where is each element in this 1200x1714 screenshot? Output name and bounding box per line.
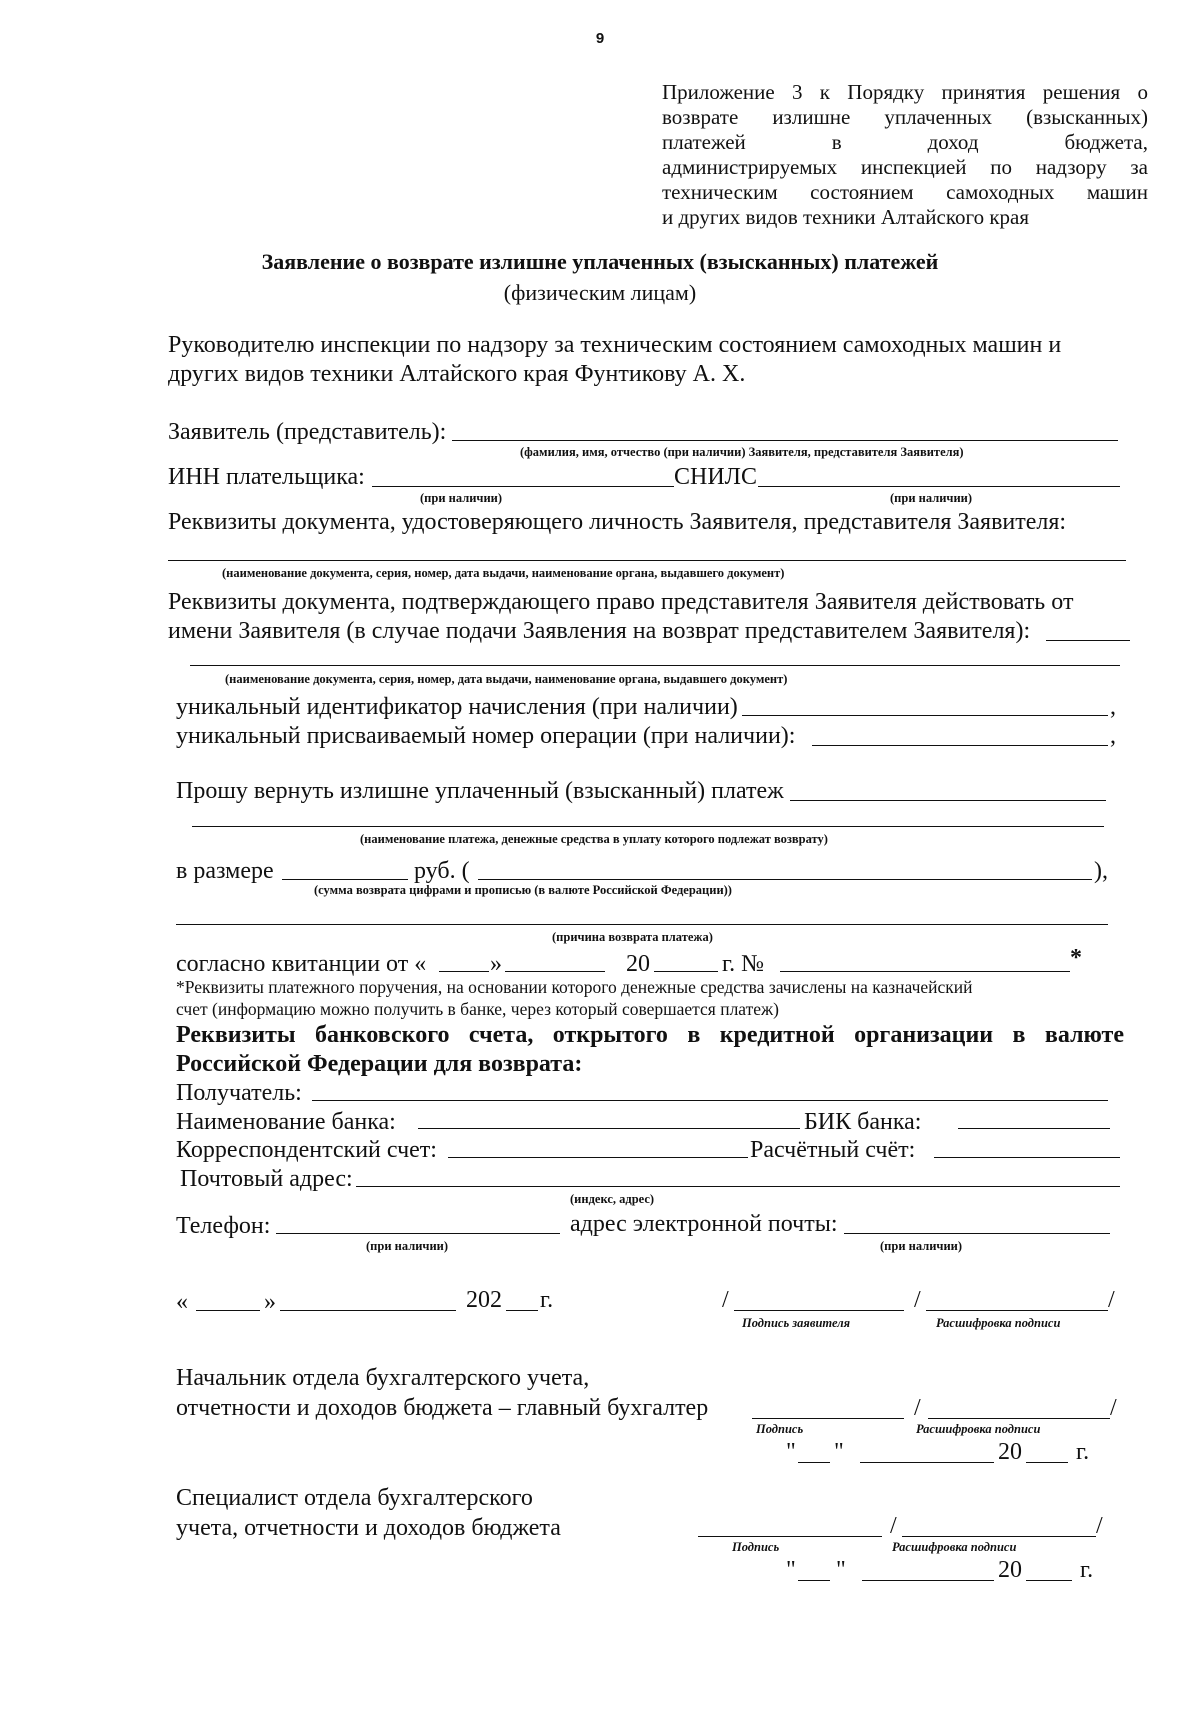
corr-account-label: Корреспондентский счет: [176, 1137, 437, 1163]
email-label: адрес электронной почты: [570, 1211, 838, 1237]
chief-day-field[interactable] [798, 1462, 830, 1463]
specialist-year-field[interactable] [1026, 1580, 1072, 1581]
document-title: Заявление о возврате излишне уплаченных (взысканных) платежей [261, 249, 939, 274]
email-field[interactable] [844, 1233, 1110, 1234]
applicant-hint: (фамилия, имя, отчество (при наличии) Заявителя, представителя Заявителя) [520, 445, 964, 459]
request-field-inline[interactable] [790, 800, 1106, 801]
authority-document-line-2: имени Заявителя (в случае подачи Заявления на возврат представителем Заявителя): [168, 618, 1031, 644]
signature-slash-close: / [1108, 1287, 1115, 1313]
specialist-decoding-field[interactable] [902, 1536, 1096, 1537]
settlement-account-label: Расчётный счёт: [750, 1137, 916, 1163]
phone-field[interactable] [276, 1233, 560, 1234]
specialist-month-field[interactable] [862, 1580, 994, 1581]
authority-document-hint: (наименование документа, серия, номер, дата выдачи, наименование органа, выдавшего документ) [225, 672, 788, 686]
sign-date-year-field[interactable] [506, 1310, 538, 1311]
amount-hint: (сумма возврата цифрами и прописью (в валюте Российской Федерации)) [314, 883, 732, 897]
chief-line-1: Начальник отдела бухгалтерского учета, [176, 1365, 590, 1391]
id-document-field[interactable] [168, 560, 1126, 561]
inn-label: ИНН плательщика: [168, 464, 365, 490]
applicant-label: Заявитель (представитель): [168, 419, 447, 445]
snils-hint: (при наличии) [890, 491, 973, 505]
appendix-line: возврате излишне уплаченных (взысканных) [662, 105, 1148, 129]
settlement-account-field[interactable] [934, 1157, 1120, 1158]
applicant-signature-field[interactable] [734, 1310, 904, 1311]
chief-month-field[interactable] [860, 1462, 994, 1463]
postal-address-hint: (индекс, адрес) [570, 1192, 655, 1206]
authority-document-field-inline[interactable] [1046, 640, 1130, 641]
sign-date-day-field[interactable] [196, 1310, 260, 1311]
chief-year-suffix: г. [1076, 1439, 1090, 1465]
amount-currency: руб. ( [414, 858, 470, 884]
receipt-quote-close: » [490, 951, 502, 977]
request-label: Прошу вернуть излишне уплаченный (взысканный) платеж [176, 778, 784, 804]
corr-account-field[interactable] [448, 1157, 748, 1158]
id-document-hint: (наименование документа, серия, номер, дата выдачи, наименование органа, выдавшего документ) [222, 566, 785, 580]
recipient-label: Получатель: [176, 1080, 302, 1106]
appendix-line: Приложение 3 к Порядку принятия решения о [662, 80, 1148, 104]
bank-name-field[interactable] [418, 1128, 800, 1129]
receipt-year-field[interactable] [654, 971, 718, 972]
specialist-signature-label: Подпись [732, 1540, 780, 1554]
request-hint: (наименование платежа, денежные средства в уплату которого подлежат возврату) [360, 832, 828, 846]
specialist-year: 20 [998, 1557, 1022, 1583]
specialist-quote-close: " [836, 1557, 846, 1583]
authority-document-line-1: Реквизиты документа, подтверждающего право представителя Заявителя действовать от [168, 589, 1074, 615]
inn-hint: (при наличии) [420, 491, 503, 505]
specialist-year-suffix: г. [1080, 1557, 1094, 1583]
specialist-slash-close: / [1096, 1513, 1103, 1539]
document-subtitle: (физическим лицам) [503, 280, 697, 305]
page-number: 9 [595, 30, 605, 47]
footnote-line-2: счет (информацию можно получить в банке, через который совершается платеж) [176, 999, 779, 1019]
specialist-quote-open: " [786, 1557, 796, 1583]
sign-date-close-quote: » [264, 1289, 276, 1315]
uin-field[interactable] [742, 715, 1108, 716]
bank-heading-line-1: Реквизиты банковского счета, открытого в кредитной организации в валюте [176, 1022, 1124, 1048]
snils-field[interactable] [758, 486, 1120, 487]
bank-name-label: Наименование банка: [176, 1109, 396, 1135]
receipt-number-field[interactable] [780, 971, 1070, 972]
chief-year: 20 [998, 1439, 1022, 1465]
operation-number-field[interactable] [812, 745, 1108, 746]
bik-field[interactable] [958, 1128, 1110, 1129]
appendix-line: техническим состоянием самоходных машин [662, 180, 1148, 204]
authority-document-field[interactable] [190, 665, 1120, 666]
amount-label: в размере [176, 858, 274, 884]
chief-signature-label: Подпись [756, 1422, 804, 1436]
sign-date-year-suffix: г. [540, 1287, 554, 1313]
uin-comma: , [1110, 694, 1116, 720]
operation-number-label: уникальный присваиваемый номер операции (при наличии): [176, 723, 796, 749]
sign-date-month-field[interactable] [280, 1310, 456, 1311]
chief-signature-field[interactable] [752, 1418, 904, 1419]
specialist-decoding-label: Расшифровка подписи [892, 1540, 1017, 1554]
receipt-prefix: согласно квитанции от « [176, 951, 427, 977]
signature-slash-open: / [722, 1287, 729, 1313]
chief-year-field[interactable] [1026, 1462, 1068, 1463]
amount-words-field[interactable] [478, 879, 1092, 880]
receipt-month-field[interactable] [505, 971, 605, 972]
uin-label: уникальный идентификатор начисления (при наличии) [176, 694, 738, 720]
specialist-day-field[interactable] [798, 1580, 830, 1581]
phone-label: Телефон: [176, 1213, 271, 1239]
chief-slash-open: / [914, 1395, 921, 1421]
id-document-label: Реквизиты документа, удостоверяющего личность Заявителя, представителя Заявителя: [168, 509, 1067, 535]
chief-quote-close: " [834, 1439, 844, 1465]
appendix-line: администрируемых инспекцией по надзору за [662, 155, 1148, 179]
appendix-note [662, 80, 1148, 230]
email-hint: (при наличии) [880, 1239, 963, 1253]
applicant-decoding-field[interactable] [926, 1310, 1108, 1311]
receipt-day-field[interactable] [439, 971, 489, 972]
chief-quote-open: " [786, 1439, 796, 1465]
specialist-line-2: учета, отчетности и доходов бюджета [176, 1515, 561, 1541]
bik-label: БИК банка: [804, 1109, 922, 1135]
amount-close: ), [1094, 858, 1108, 884]
specialist-signature-field[interactable] [698, 1536, 882, 1537]
snils-label: СНИЛС [674, 464, 757, 490]
reason-field[interactable] [176, 924, 1108, 925]
appendix-line: платежей в доход бюджета, [662, 130, 1148, 154]
operation-number-comma: , [1110, 723, 1116, 749]
applicant-field[interactable] [452, 440, 1118, 441]
postal-address-label: Почтовый адрес: [180, 1166, 353, 1192]
chief-slash-close: / [1110, 1395, 1117, 1421]
chief-line-2: отчетности и доходов бюджета – главный бухгалтер [176, 1395, 709, 1421]
inn-field[interactable] [372, 486, 674, 487]
addressee-line-2: других видов техники Алтайского края Фунтикову А. Х. [168, 361, 746, 387]
receipt-year: 20 [626, 951, 650, 977]
signature-slash-middle: / [914, 1287, 921, 1313]
reason-hint: (причина возврата платежа) [552, 930, 713, 944]
phone-hint: (при наличии) [366, 1239, 449, 1253]
appendix-line: и других видов техники Алтайского края [662, 205, 1030, 229]
sign-date-year: 202 [466, 1287, 502, 1313]
recipient-field[interactable] [312, 1100, 1108, 1101]
sign-date-open-quote: « [176, 1289, 188, 1315]
receipt-asterisk: * [1070, 945, 1082, 971]
amount-digits-field[interactable] [282, 879, 408, 880]
footnote-line-1: *Реквизиты платежного поручения, на основании которого денежные средства зачислены на казначейский [176, 977, 973, 997]
specialist-line-1: Специалист отдела бухгалтерского [176, 1485, 533, 1511]
receipt-number-label: г. № [722, 951, 765, 977]
request-field[interactable] [192, 826, 1104, 827]
specialist-slash-open: / [890, 1513, 897, 1539]
chief-decoding-field[interactable] [928, 1418, 1110, 1419]
postal-address-field[interactable] [356, 1186, 1120, 1187]
addressee-line-1: Руководителю инспекции по надзору за техническим состоянием самоходных машин и [168, 332, 1062, 358]
chief-decoding-label: Расшифровка подписи [916, 1422, 1041, 1436]
applicant-decoding-label: Расшифровка подписи [936, 1316, 1061, 1330]
applicant-signature-label: Подпись заявителя [742, 1316, 851, 1330]
bank-heading-line-2: Российской Федерации для возврата: [176, 1051, 583, 1077]
